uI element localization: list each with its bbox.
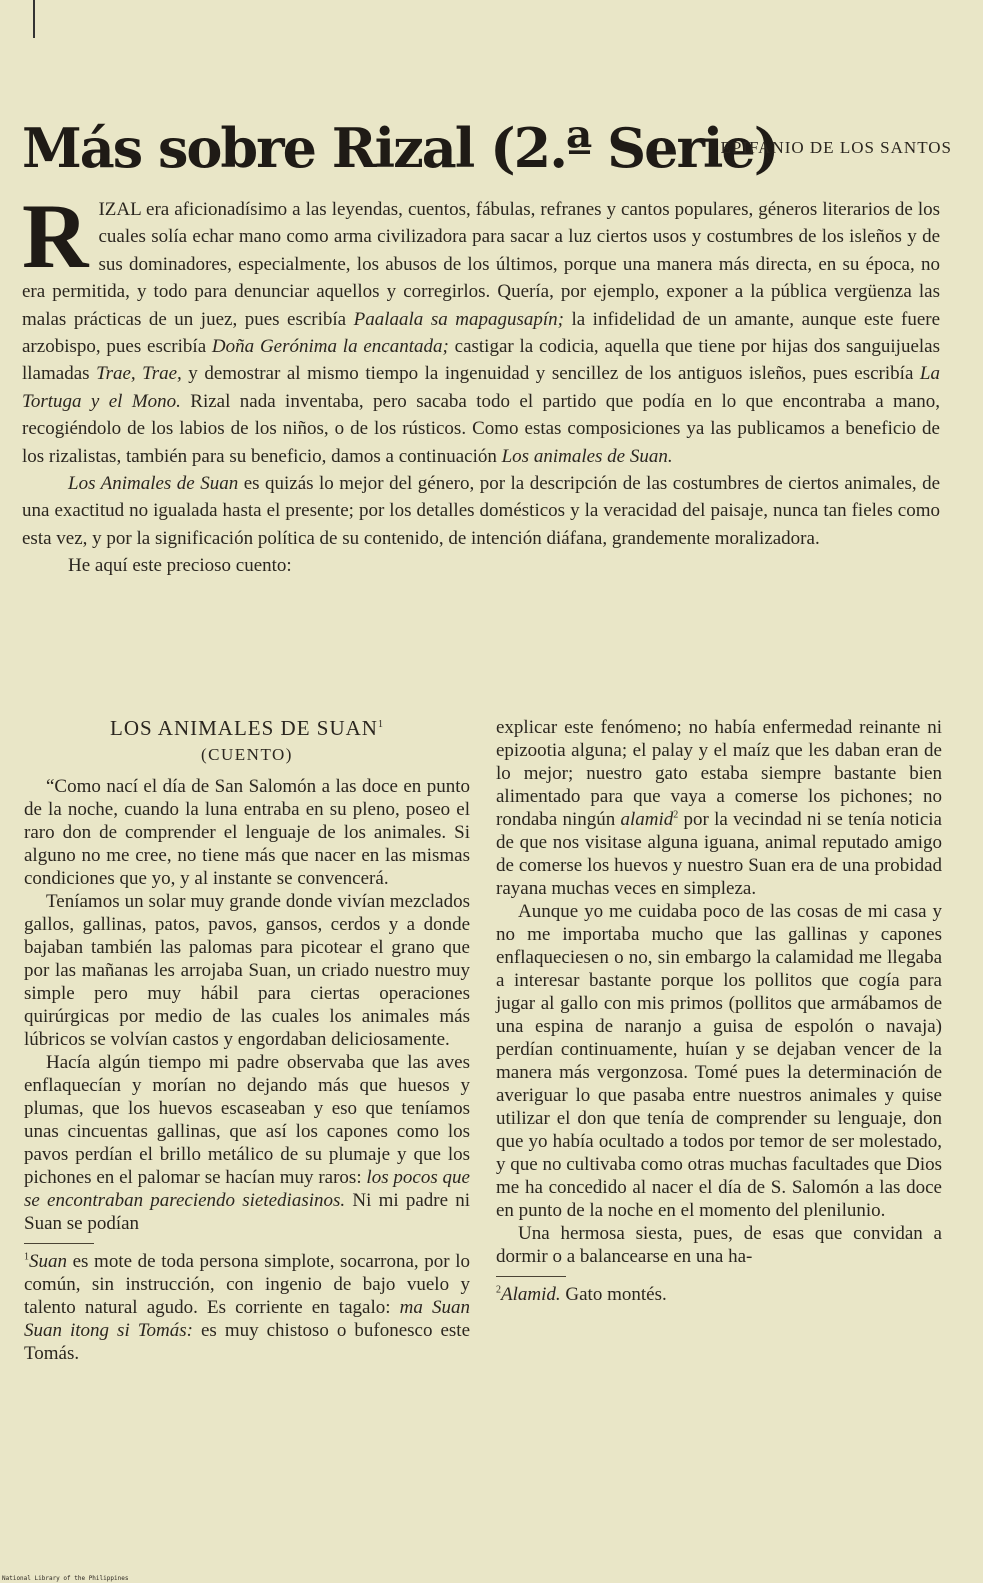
story-paragraph: “Como nací el día de San Salomón a las doce en punto de la noche, cuando la luna entraba en su pleno, poseo el raro don de comprender el lenguaje de los animales. Si alguno no me cree, no tiene más que nacer en las mismas condiciones que yo, y al instante se convencerá. <box>24 776 470 889</box>
intro-text: IZAL era aficionadísimo a las leyendas, cuentos, fábulas, refranes y cantos populares, géneros literarios de los cuales solía echar mano como arma civilizadora para sacar a luz ciertos usos y costumbres de los isleños y de sus dominadores, especialmente, los abusos de los últimos, porque una manera más directa, en su época, no era permitida, y todo para denunciar aquellos y corregirlos. Quería, por ejemplo, exponer a la pública vergüenza las malas prácticas de un juez, pues escribía <box>22 199 940 330</box>
footnote-divider <box>24 1243 94 1244</box>
footnote-divider <box>496 1276 566 1277</box>
footnote-1 <box>24 1250 470 1365</box>
story-paragraph <box>24 1051 470 1235</box>
intro-text: Rizal nada inventaba, pero sacaba todo el partido que podía en lo que encontraba a mano, recogiéndolo de los labios de los niños, o de los rústicos. Como estas composiciones ya las publicamos a beneficio de los rizalistas, también para su beneficio, damos a continuación <box>22 390 940 467</box>
story-title <box>24 716 470 741</box>
story-italic: los pocos que se encontraban pareciendo sietediasinos. <box>24 1167 470 1211</box>
library-watermark: National Library of the Philippines <box>2 1575 129 1582</box>
intro-section <box>22 185 941 580</box>
footnote-ref: 1 <box>377 719 384 730</box>
intro-paragraph-2 <box>22 470 940 552</box>
article-author: EPIFANIO DE LOS SANTOS <box>720 138 952 157</box>
article-header <box>22 108 952 188</box>
intro-text: la infidelidad de un amante, aunque este fuere arzobispo, pues escribía <box>22 308 941 358</box>
work-title: Paalaala sa mapagusapín; <box>353 308 564 330</box>
story-paragraph <box>496 716 942 900</box>
intro-paragraph-3: He aquí este precioso cuento: <box>68 555 292 577</box>
footnote-text: Gato montés. <box>560 1284 667 1305</box>
story-column-left <box>24 716 470 1365</box>
work-title: La Tortuga y el Mono. <box>22 363 940 412</box>
story-text: Ni mi padre ni Suan se podían <box>24 1190 470 1234</box>
footnote-italic: ma Suan Suan itong si Tomás: <box>24 1297 470 1341</box>
footnote-ref: 2 <box>673 809 679 821</box>
work-title: Los animales de Suan. <box>501 445 673 467</box>
story-subtitle: (CUENTO) <box>201 745 293 764</box>
story-paragraph: Teníamos un solar muy grande donde vivían mezclados gallos, gallinas, patos, pavos, gansos, cerdos y a donde bajaban también las palomas para picotear el grano que por las mañanas les arrojaba Suan, un criado nuestro muy simple pero muy hábil para ciertas operaciones quirúrgicas por medio de las cuales los animales más lúbricos se volvían castos y engordaban deliciosamente. <box>24 891 470 1050</box>
story-text: Hacía algún tiempo mi padre observaba que las aves enflaquecían y morían no dejando más que huesos y plumas, que los huevos escaseaban y eso que teníamos unas cincuentas gallinas, que así los capones como los pavos perdían el brillo metálico de su plumaje y que los pichones en el palomar se hacían muy raros: <box>24 1052 470 1188</box>
story-column-right <box>496 716 942 1306</box>
intro-text: castigar la codicia, aquella que tiene por hijas dos sanguijuelas llamadas <box>22 336 940 385</box>
footnote-text: es mote de toda persona simplote, socarrona, por lo común, sin instrucción, con ingenio de bajo vuelo y talento natural agudo. Es corriente en tagalo: <box>24 1251 470 1318</box>
footnote-number: 2 <box>496 1284 501 1296</box>
intro-text: y demostrar al mismo tiempo la ingenuidad y sencillez de los antiguos isleños, pues escribía <box>181 363 920 385</box>
footnote-italic: Alamid. <box>501 1284 561 1305</box>
scan-artifact <box>33 0 35 38</box>
intro-text: es quizás lo mejor del género, por la descripción de las costumbres de ciertos animales, de una exactitud no igualada hasta el presente; por los detalles domésticos y la veracidad del paisaje, nunca tan fieles como esta vez, y por la significación política de su contenido, de intención diáfana, grandemente moralizadora. <box>22 473 941 549</box>
story-paragraph: Aunque yo me cuidaba poco de las cosas de mi casa y no me importaba mucho que las gallinas y capones enflaqueciesen o no, sin embargo la calamidad me llegaba a interesar bastante porque los pollitos que cogía para jugar al gallo con mis primos (pollitos que armábamos de una espina de naranjo a guisa de espolón o navaja) perdían continuamente, huían y se dejaban vencer de la manera más vergonzosa. Tomé pues la determinación de averiguar lo que pasaba entre nuestros animales y quise utilizar el don que tenía de comprender su lenguaje, don que yo había ocultado a todos por temor de ser molestado, y que no cultivaba como otras muchas facultades que Dios me ha concedido al nacer el día de S. Salomón a las doce en punto de la noche en el momento del plenilunio. <box>496 901 942 1221</box>
story-paragraph: Una hermosa siesta, pues, de esas que convidan a dormir o a balancearse en una ha- <box>496 1223 942 1267</box>
story-title-text: LOS ANIMALES DE SUAN <box>110 716 378 740</box>
work-title: Doña Gerónima la encantada; <box>211 336 449 358</box>
footnote-italic: Suan <box>29 1251 67 1272</box>
story-text: por la vecindad ni se tenía noticia de que nos visitase alguna iguana, animal reputado amigo de comerse los huevos y nuestro Suan era de una probidad rayana muchas veces en simpleza. <box>496 809 942 899</box>
work-title: Trae, Trae, <box>96 363 182 385</box>
footnote-number: 1 <box>24 1251 29 1263</box>
footnote-2 <box>496 1283 942 1306</box>
intro-paragraph-1 <box>22 185 941 470</box>
article-title: Más sobre Rizal (2.ª Serie) <box>22 116 778 180</box>
drop-cap: R <box>22 185 89 287</box>
story-text: explicar este fenómeno; no había enfermedad reinante ni epizootia alguna; el palay y el maíz que les daban eran de lo mejor; nuestro gato estaba siempre bastante bien alimentado para que vaya a comerse los pichones; no rondaba ningún <box>496 717 942 830</box>
footnote-text: es muy chistoso o bufonesco este Tomás. <box>24 1320 471 1364</box>
story-italic: alamid <box>620 809 674 830</box>
work-title: Los Animales de Suan <box>68 473 239 495</box>
